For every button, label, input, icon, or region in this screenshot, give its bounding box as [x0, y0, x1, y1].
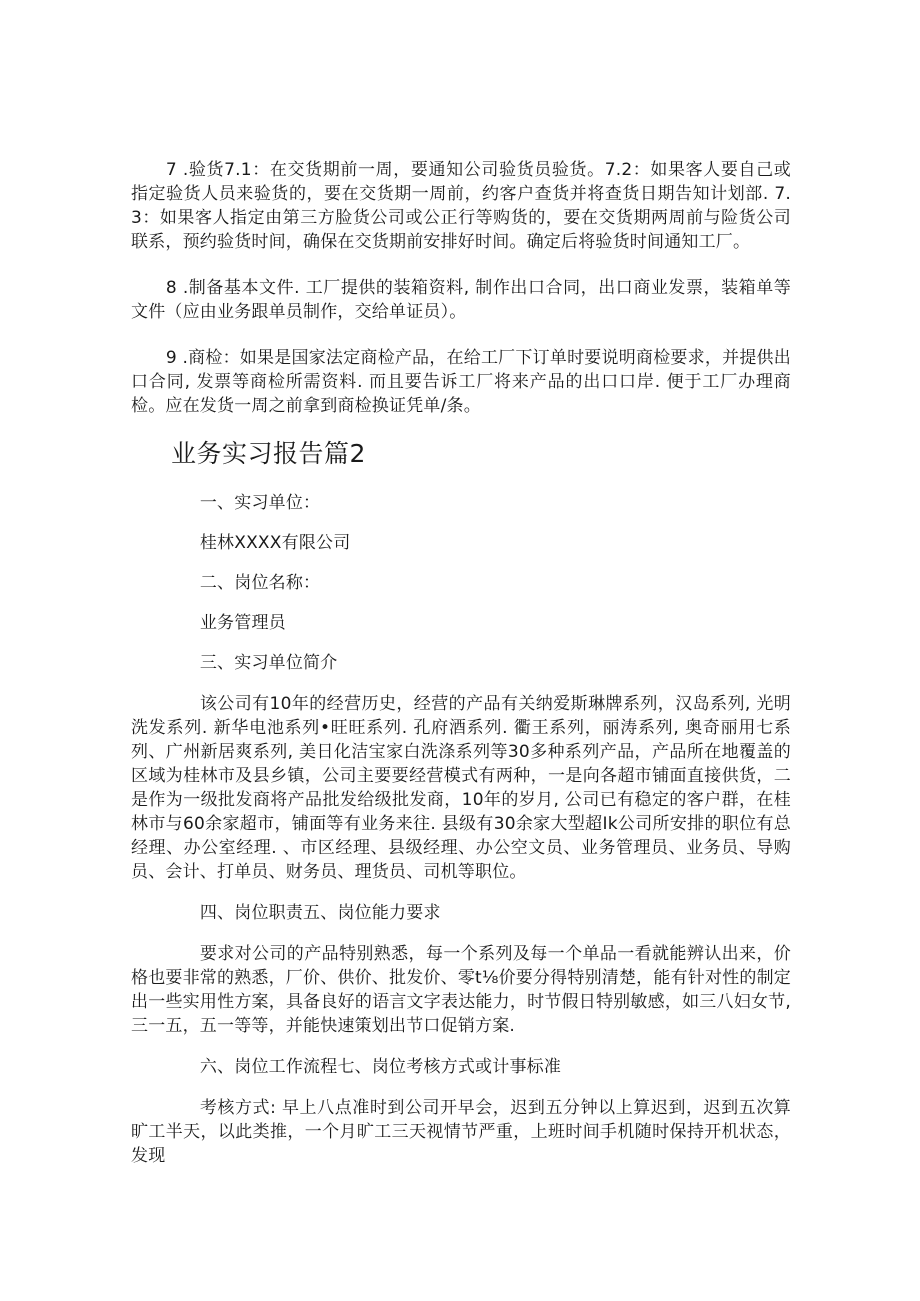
- internship-unit-label: 一、实习单位：: [199, 493, 321, 513]
- duty-requirements-label: 四、岗位职责五、岗位能力要求: [199, 903, 441, 923]
- assessment-paragraph: 考核方式: 早上八点准时到公司开早会，迟到五分钟以上算迟到，迟到五次算旷工半天，以此类推，一个月旷工三天视情节严重，上班时间手机随时保持开机状态，发现: [131, 1098, 791, 1166]
- document-content: [131, 158, 791, 1186]
- unit-intro-label: 三、实习单位简介: [199, 653, 338, 673]
- position-name-value: 业务管理员: [199, 613, 286, 633]
- duty-requirements-paragraph: 要求对公司的产品特别熟悉，每一个系列及每一个单品一看就能辨认出来，价格也要非常的熟悉，厂价、供价、批发价、零t⅛价要分得特别清楚，能有针对性的制定出一些实用性方案，具备良好的语言文字表达能力，时节假日特别敏感，如三八妇女节, 三一五，五一等等，并能快速策划出节口促销方案.: [131, 944, 791, 1036]
- workflow-label: 六、岗位工作流程七、岗位考核方式或计事标准: [199, 1057, 562, 1077]
- paragraph-item-7: 7 .验货7.1：在交货期前一周，要通知公司验货员验货。7.2：如果客人要自己或指定验货人员来验货的，要在交货期一周前，约客户查货并将查货日期告知计划部. 7.3：如果客人指定由第三方脸货公司或公正行等购货的，要在交货期两周前与险货公司联系，预约验货时间，确保在交货期前安排好时间。确定后将验货时间通知工厂。: [131, 160, 791, 252]
- section-title: 业务实习报告篇2: [171, 439, 366, 468]
- internship-unit-value: 桂林XXXX有限公司: [199, 533, 351, 553]
- paragraph-item-8: 8 .制备基本文件. 工厂提供的装箱资料, 制作出口合同，出口商业发票，装箱单等文件（应由业务跟单员制作，交给单证员）。: [131, 278, 791, 322]
- position-name-label: 二、岗位名称：: [199, 573, 321, 593]
- paragraph-item-9: 9 .商检：如果是国家法定商检产品，在给工厂下订单时要说明商检要求，并提供出口合同, 发票等商检所需资料. 而且要告诉工厂将来产品的出口口岸. 便于工厂办理商检。应在发货一周之前拿到商检换证凭单/条。: [131, 348, 791, 416]
- unit-intro-paragraph: 该公司有10年的经营历史，经营的产品有关纳爱斯琳牌系列，汉岛系列, 光明洗发系列. 新华电池系列•旺旺系列. 孔府酒系列. 衢王系列，丽涛系列, 奥奇丽用七系列、广州新居爽系列, 美日化洁宝家白洗涤系列等30多种系列产品，产品所在地覆盖的区域为桂林市及县乡镇，公司主要要经营模式有两种，一是向各超市铺面直接供货，二是作为一级批发商将产品批发给级批发商，10年的岁月, 公司已有稳定的客户群，在桂林市与60余家超市，铺面等有业务来往. 县级有30余家大型超Ik公司所安排的职位有总经理、办公室经理. 、市区经理、县级经理、办公空文员、业务管理员、业务员、导购员、会计、打单员、财务员、理货员、司机等职位。: [131, 694, 791, 882]
